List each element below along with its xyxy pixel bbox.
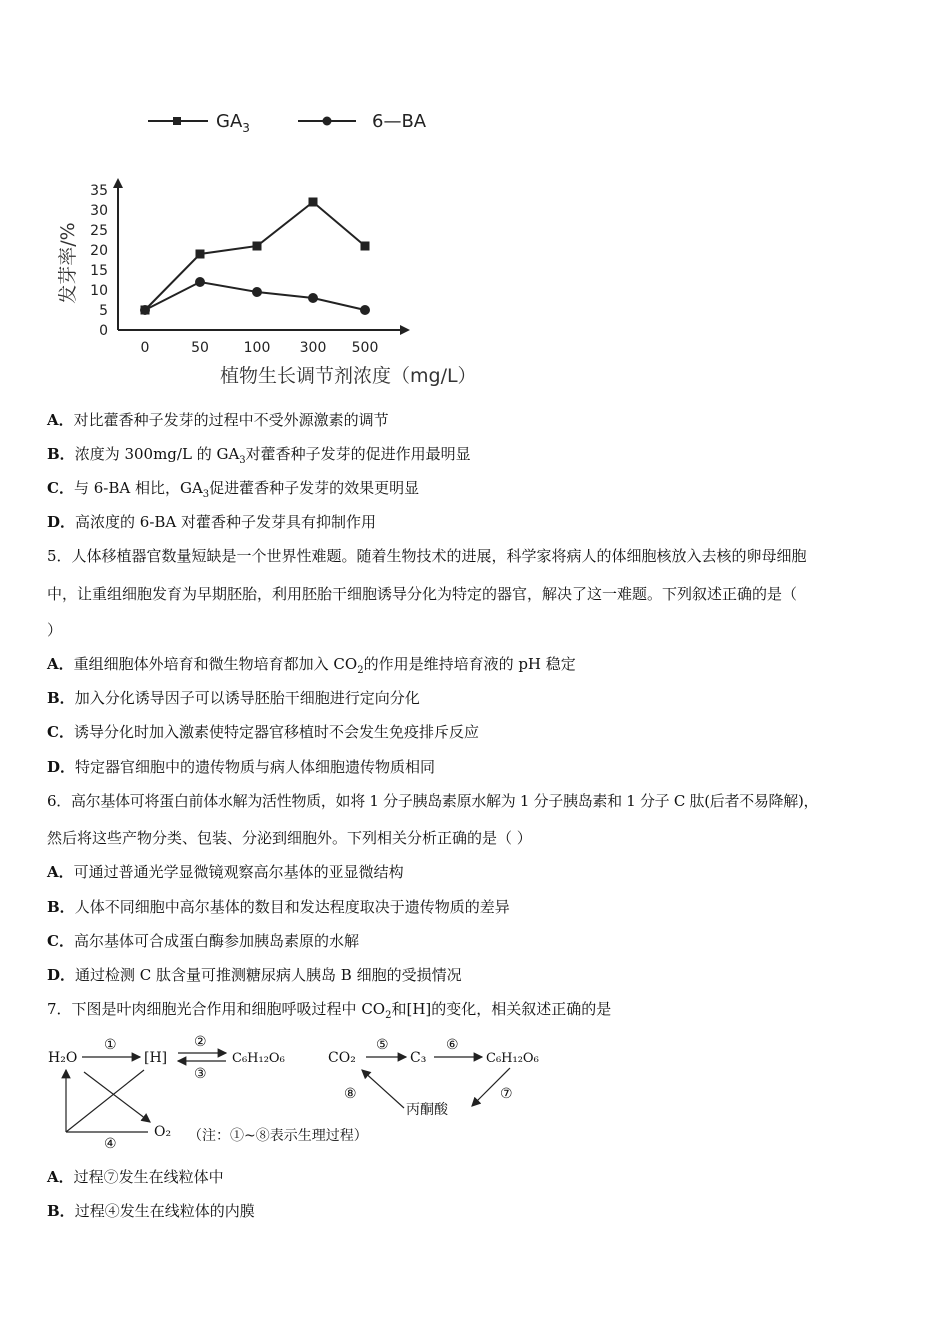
q6-option-a bbox=[47, 862, 404, 882]
diagram-note: （注：①~⑧表示生理过程） bbox=[188, 1128, 368, 1144]
line-diagonal-2 bbox=[84, 1072, 150, 1122]
c3-label: C₃ bbox=[410, 1050, 427, 1066]
h2o-label: H₂O bbox=[48, 1050, 78, 1066]
h-label: [H] bbox=[144, 1050, 168, 1066]
process-6-label: ⑥ bbox=[446, 1037, 459, 1053]
option-text: 高尔基体可合成蛋白酶参加胰岛素原的水解 bbox=[73, 932, 359, 950]
x-tick-label: 300 bbox=[299, 340, 327, 356]
option-text: 对藿香种子发芽的促进作用最明显 bbox=[245, 445, 471, 463]
q4-option-a bbox=[47, 410, 389, 430]
x-tick-label: 0 bbox=[140, 340, 150, 356]
option-letter: D． bbox=[47, 513, 76, 531]
y-axis-label: 发芽率/% bbox=[57, 222, 79, 304]
data-point-6ba bbox=[308, 293, 318, 303]
arrow-process-8 bbox=[362, 1070, 404, 1108]
option-text: 的作用是维持培育液的 pH 稳定 bbox=[363, 655, 576, 673]
y-tick-label: 10 bbox=[90, 283, 108, 299]
option-text: 重组细胞体外培育和微生物培育都加入 CO bbox=[73, 655, 358, 673]
option-text: 过程④发生在线粒体的内膜 bbox=[74, 1202, 255, 1220]
pyruvate-label: 丙酮酸 bbox=[406, 1102, 448, 1118]
option-text: 可通过普通光学显微镜观察高尔基体的亚显微结构 bbox=[73, 863, 404, 881]
y-tick-label: 5 bbox=[99, 303, 108, 319]
q7-option-b bbox=[47, 1201, 255, 1221]
data-point-ga3 bbox=[309, 198, 318, 207]
x-tick-label: 100 bbox=[243, 340, 271, 356]
glucose-label-left: C₆H₁₂O₆ bbox=[232, 1051, 285, 1066]
q6-option-c bbox=[47, 931, 359, 951]
q4-option-d bbox=[47, 512, 376, 532]
option-letter: B． bbox=[47, 898, 75, 916]
option-text: 对比藿香种子发芽的过程中不受外源激素的调节 bbox=[73, 411, 389, 429]
option-letter: A． bbox=[47, 655, 74, 673]
q7-option-a bbox=[47, 1167, 224, 1187]
line-diagonal-1 bbox=[66, 1070, 144, 1132]
option-text: 人体不同细胞中高尔基体的数目和发达程度取决于遗传物质的差异 bbox=[74, 898, 510, 916]
option-letter: B． bbox=[47, 1202, 75, 1220]
y-axis-arrow bbox=[113, 178, 123, 188]
option-text: 通过检测 C 肽含量可推测糖尿病人胰岛 B 细胞的受损情况 bbox=[75, 966, 462, 984]
legend-marker-circle bbox=[323, 117, 332, 126]
option-letter: A． bbox=[47, 863, 74, 881]
process-5-label: ⑤ bbox=[376, 1037, 389, 1053]
option-text: 加入分化诱导因子可以诱导胚胎干细胞进行定向分化 bbox=[74, 689, 420, 707]
process-1-label: ① bbox=[104, 1037, 117, 1053]
y-tick-label: 35 bbox=[90, 183, 108, 199]
q5-option-b bbox=[47, 688, 420, 708]
option-letter: C． bbox=[47, 479, 74, 497]
q6-option-d bbox=[47, 965, 462, 985]
q6-stem-line2: 然后将这些产物分类、包装、分泌到细胞外。下列相关分析正确的是（ ） bbox=[47, 829, 532, 847]
legend-marker-square bbox=[173, 117, 181, 125]
data-point-6ba bbox=[252, 287, 262, 297]
option-letter: D． bbox=[47, 758, 76, 776]
data-point-6ba bbox=[360, 305, 370, 315]
q5-option-c bbox=[47, 722, 479, 742]
y-tick-label: 25 bbox=[90, 223, 108, 239]
q5-option-a bbox=[47, 654, 576, 681]
x-axis-label: 植物生长调节剂浓度（mg/L） bbox=[220, 365, 477, 387]
option-text: 与 6-BA 相比，GA bbox=[73, 479, 203, 497]
q7-stem-text: 和[H]的变化，相关叙述正确的是 bbox=[391, 1000, 612, 1018]
process-2-label: ② bbox=[194, 1034, 207, 1050]
option-text: 特定器官细胞中的遗传物质与病人体细胞遗传物质相同 bbox=[75, 758, 436, 776]
option-text: 促进藿香种子发芽的效果更明显 bbox=[209, 479, 420, 497]
q4-option-c bbox=[47, 478, 419, 505]
glucose-label-right: C₆H₁₂O₆ bbox=[486, 1051, 539, 1066]
option-letter: C． bbox=[47, 932, 74, 950]
co2-label: CO₂ bbox=[328, 1050, 356, 1066]
subscript: 3 bbox=[239, 455, 246, 466]
x-tick-label: 50 bbox=[191, 340, 209, 356]
q6-stem-line1: 6．高尔基体可将蛋白前体水解为活性物质，如将 1 分子胰岛素原水解为 1 分子胰岛素和 1 分子 C 肽(后者不易降解)， bbox=[47, 792, 819, 810]
q7-stem-text: 7．下图是叶肉细胞光合作用和细胞呼吸过程中 CO bbox=[47, 1000, 386, 1018]
y-tick-label: 15 bbox=[90, 263, 108, 279]
x-axis-arrow bbox=[400, 325, 410, 335]
option-letter: C． bbox=[47, 723, 74, 741]
option-letter: A． bbox=[47, 1168, 74, 1186]
data-point-ga3 bbox=[253, 242, 262, 251]
x-tick-label: 500 bbox=[351, 340, 379, 356]
legend-label-6ba: 6—BA bbox=[372, 111, 427, 132]
option-letter: A． bbox=[47, 411, 74, 429]
legend-label-ga3: $GA_3$ bbox=[216, 111, 250, 135]
option-text: 高浓度的 6-BA 对藿香种子发芽具有抑制作用 bbox=[75, 513, 377, 531]
option-text: 浓度为 300mg/L 的 GA bbox=[74, 445, 240, 463]
option-text: 过程⑦发生在线粒体中 bbox=[73, 1168, 224, 1186]
data-point-6ba bbox=[140, 305, 150, 315]
metabolism-diagram bbox=[40, 1030, 560, 1150]
option-letter: B． bbox=[47, 445, 75, 463]
option-text: 诱导分化时加入激素使特定器官移植时不会发生免疫排斥反应 bbox=[73, 723, 479, 741]
data-point-ga3 bbox=[361, 242, 370, 251]
subscript: 2 bbox=[357, 665, 364, 676]
y-tick-label: 0 bbox=[99, 323, 108, 339]
y-tick-label: 30 bbox=[90, 203, 108, 219]
data-point-6ba bbox=[195, 277, 205, 287]
process-4-label: ④ bbox=[104, 1136, 117, 1150]
metabolism-diagram-svg bbox=[40, 1030, 560, 1150]
y-tick-label: 20 bbox=[90, 243, 108, 259]
option-letter: D． bbox=[47, 966, 76, 984]
chart-svg bbox=[40, 95, 520, 395]
process-7-label: ⑦ bbox=[500, 1086, 513, 1102]
germination-chart bbox=[40, 95, 520, 395]
q4-option-b bbox=[47, 444, 471, 471]
o2-label: O₂ bbox=[154, 1124, 172, 1140]
q7-stem bbox=[47, 999, 611, 1026]
data-point-ga3 bbox=[196, 250, 205, 259]
subscript: 3 bbox=[202, 489, 210, 500]
q6-option-b bbox=[47, 897, 510, 917]
q5-option-d bbox=[47, 757, 435, 777]
subscript: 2 bbox=[385, 1010, 392, 1021]
q5-stem-line3: ） bbox=[47, 621, 63, 639]
process-3-label: ③ bbox=[194, 1066, 207, 1082]
q5-stem-line2: 中，让重组细胞发育为早期胚胎，利用胚胎干细胞诱导分化为特定的器官，解决了这一难题。下列叙述正确的是（ bbox=[47, 585, 798, 603]
option-letter: B． bbox=[47, 689, 75, 707]
process-8-label: ⑧ bbox=[344, 1086, 357, 1102]
q5-stem-line1: 5．人体移植器官数量短缺是一个世界性难题。随着生物技术的进展，科学家将病人的体细胞核放入去核的卵母细胞 bbox=[47, 547, 807, 565]
